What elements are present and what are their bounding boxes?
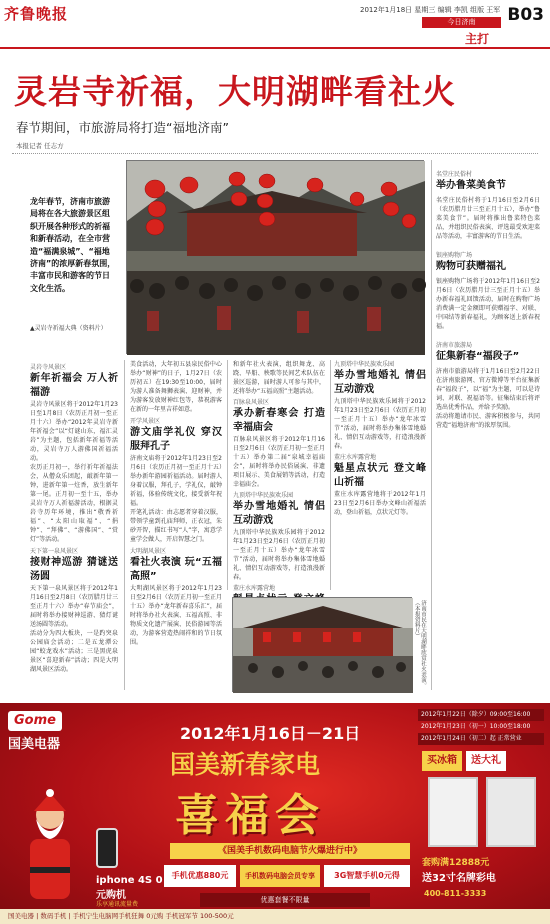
gome-name: 国美电器 [8,737,61,752]
temple-photo [126,160,424,354]
article-text: 名堂庄民俗村将于1月16日至2月6日（农历腊月廿三至正月十五），举办“鲁菜美食节”。届时将推出鲁菜特色菜品，并组织民俗表演、评选最受欢迎菜品等活动，丰富游客的节日生活。 [436,197,540,240]
ad-phone-sub: 乐享通讯流量费 [96,901,139,908]
ad-gift: 送32寸名牌彩电 [422,873,496,884]
article-text: 济南文庙将于2012年1月23日至2月6日（农历正月初一至正月十五）举办新年游园祈福活动。届时游人身着汉服，拜孔子，学礼仪，敲钟祈福，体验传统文化，接受新年祝福。 [130,455,222,507]
article-text: 九顶塔中华民族欢乐园将于2012年1月23日至2月6日（农历正月初一至正月十五）举办“龙年冰雪节”活动，届时将举办集体雪地婚礼、情侣互动游戏等，打造浪漫新春。 [334,398,426,450]
phone-icon [96,828,118,868]
article-heading: 购物可获赠福礼 [436,261,506,272]
column-3 [233,360,325,592]
article-text: 农历正月初一，举行祈年祈福法会，从僧众乐团起，敲新年第一钟，进新年第一炷香，放生新年第一尾。正月初一至十五，举办灵岩寺万人祈福游活动，根据灵岩寺历年环境，推出“敬香祈福”、“太阳山取福”、“捐钟”、“拜佛”、“游佛国”、“赏灯”等活动。 [30,464,118,543]
article-text: 开笔礼活动：由志愿者穿着汉服，带领学童到孔庙拜师，正衣冠，朱砂开智，描红书写“人”字，寓意学童学会做人，开启智慧之门。 [130,509,222,543]
schedule-line: 2012年1月22日（除夕）09:00至16:00 [418,709,544,721]
article-text: 和新年社火表演，组织舞龙、高跷、旱船、秧歌等民间艺术队伍在景区巡游，届时游人可参与其中，还将举办“五福高照”主题活动。 [233,361,325,395]
fridge-icon [428,777,478,847]
article-text: 九顶塔中华民族欢乐园将于2012年1月23日至2月6日（农历正月初一至正月十五）举办“龙年冰雪节”活动，届时将举办集体雪地婚礼、情侣互动游戏等，打造浪漫新春。 [233,529,325,581]
ad-phone: iphone 4S 0元购机 [96,875,163,901]
lead-teaser: 龙年春节，济南市旅游局将在各大旅游景区组织开展各种形式的祈福和新春活动，在全市营造“福满泉城”、“福地济南”的浓厚新春氛围，丰富市民和游客的节日文化生活。 [30,197,116,293]
article-heading: 承办新春寒会 打造幸福庙会 [233,408,325,433]
divider [12,153,538,154]
newspaper-logo: 齐鲁晚报 [4,5,69,23]
kicker: 济南市旅游局 [436,342,473,349]
main-headline: 灵岩寺祈福，大明湖畔看社火 [14,72,456,111]
article-heading: 新年祈福会 万人祈福游 [30,373,118,398]
ad-title: 国美新春家电 [170,750,321,779]
kicker: 百脉泉风景区 [233,399,270,406]
kicker: 银座购物广场 [436,252,473,259]
column-2 [130,360,222,647]
article-heading: 举办雪地婚礼 情侣互动游戏 [233,501,325,526]
photo-caption: ▲灵岩寺祈福大典（资料片） [30,325,107,332]
gome-logo: Gome [8,711,62,731]
section-title: 主打 [465,32,490,46]
gome-advertisement [0,703,550,924]
ad-gift: 套购满12888元 [422,858,490,868]
column-rule [330,360,331,590]
column-rule [227,360,228,590]
ad-hotline: 400-811-3333 [424,889,487,898]
ad-tag: 买冰箱 [422,751,462,771]
ad-footer: 国美电器 | 数码手机 | 手机宁生电脑网手机狂舞 0元购 手机冠军节 100-500元 [0,909,550,924]
kicker: 九顶塔中华民族欢乐园 [233,492,294,499]
byline: 本报记者 任志方 [16,142,64,150]
column-4 [436,170,540,690]
article-heading: 游文庙学礼仪 穿汉服拜孔子 [130,427,222,452]
fridge-icon [486,777,536,847]
issue-meta: 2012年1月18日 星期三 编辑 李凯 组版 王军 [360,6,501,14]
ad-tag: 送大礼 [466,751,506,771]
article-heading: 看社火表演 玩“五福高照” [130,557,222,582]
kicker: 董庄水库露营地 [233,585,276,592]
ad-badge: 3G智慧手机0元得 [324,865,410,887]
article-heading: 举办雪地婚礼 情侣互动游戏 [334,370,426,395]
header-rule [0,47,550,49]
ad-badge: 手机优惠880元 [164,865,236,887]
kicker: 灵岩寺风景区 [30,364,67,371]
column-rule [124,360,125,690]
article-text: 百脉泉风景区将于2012年1月16日至2月6日（农历正月初一至正月十五）举办第二届“泉城幸福庙会”，届时将举办民俗展演、非遗项目展示、美食展销等活动，打造幸福庙会。 [233,436,325,488]
article-text: 美食活动，大年初五县泉民俗中心举办“财神”的日子，1月27日（农历初五）在19:30至10:00，届时为游人准备舞狮表演、迎财神，并为游客发放财神红包等，恭祝游客在新的一年里吉祥如意。 [130,361,222,413]
article-text: 活动将邀请市民、游客积极参与，共同营造“福地济南”的浓厚氛围。 [436,413,540,429]
kicker: 董庄水库露营地 [334,454,377,461]
article-text: 活动分为四大板块，一是趵突泉公园庙会活动；二是五龙潭公园“蛟龙戏水”活动；三是黑虎泉景区“喜迎新春”活动；四是大明湖风景区活动。 [30,630,118,673]
kicker: 大明湖风景区 [130,548,167,555]
subheadline: 春节期间，市旅游局将打造“福地济南” [16,120,229,135]
column-1 [30,363,118,674]
article-heading: 举办鲁菜美食节 [436,180,506,191]
column-rule [431,160,432,690]
column-3b [334,360,426,592]
ad-date: 2012年1月16日－21日 [180,724,361,743]
schedule-line: 2012年1月24日（初二）起 正常营业 [418,733,544,745]
article-text: 灵岩寺风景区将于2012年1月23日至1月8日（农历正月初一至正月十六）举办“2012年灵岩寺新年祈福会”以“灯谜山东，福汇灵岩”为主题，包括新年祈福等活动，灵岩寺万人游佛国祈福活动。 [30,401,118,462]
kicker: 天下第一泉风景区 [30,548,79,555]
section-label: 今日济南 [422,17,501,28]
article-heading: 征集新春“福段子” [436,351,520,362]
page-number: B03 [507,5,544,25]
article-text: 天下第一泉风景区将于2012年1月16日至2月8日（农历腊月廿三至正月十六）举办“春节庙会”，届时将举办接财神巡游、猜灯谜送汤圆等活动。 [30,585,118,628]
ad-promo: 《国美手机数码电脑节火爆进行中》 [170,843,410,859]
article-text: 董庄水库露营地将于2012年1月23日至2月6日举办文峰山祈福活动，登山祈福，点状元灯等。 [334,491,426,516]
ad-schedule [418,709,544,745]
ad-badge: 优惠套餐不限量 [200,893,370,907]
article-heading: 魁星点状元 登文峰山祈福 [334,463,426,488]
santa-illustration [20,793,80,903]
dragon-dance-photo [232,597,412,692]
article-text: 大明湖风景区将于2012年1月23日至2月6日（农历正月初一至正月十五）举办“龙年新春喜乐汇”，届时将举办社火表演、五福高照、非物质文化遗产展演、民俗游园等活动，为游客营造热闹祥和的节日氛围。 [130,585,222,646]
kicker: 九顶塔中华民族欢乐园 [334,361,395,368]
kicker: 名堂庄民俗村 [436,171,473,178]
side-photo-caption: 济南市民在大明湖畔欣赏社火表演。（本报资料片） [413,600,426,688]
article-text: 银座购物广场将于2012年1月16日至2月6日（农历腊月廿三至正月十五）举办新春福礼回馈活动，届时在购物广场消费满一定金额即可获赠福字、对联、中国结等新春福礼，为顾客送上新春祝福。 [436,278,540,330]
article-heading: 接财神巡游 猜谜送汤圆 [30,557,118,582]
schedule-line: 2012年1月23日（初一）10:00至18:00 [421,723,531,730]
ad-big-title: 喜福会 [175,790,325,841]
kicker: 开学风景区 [130,418,161,425]
ad-badge: 手机数码电脑会员专享 [240,865,320,887]
article-text: 济南市旅游局将于1月16日至2月22日在济南旅游网、官方微博等平台征集新春“福段子”，以“福”为主题，可以是诗词、对联、祝福语等。征集结束后将评选出优秀作品，并给予奖励。 [436,368,540,411]
